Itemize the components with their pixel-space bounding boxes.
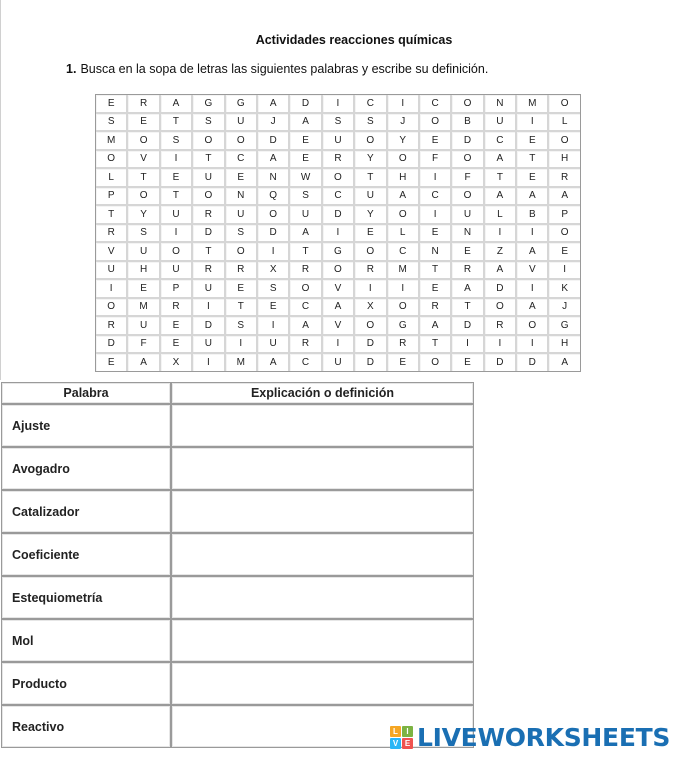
word-search-cell: I bbox=[323, 95, 355, 114]
word-search-cell: A bbox=[290, 225, 322, 244]
word-search-cell: D bbox=[452, 132, 484, 151]
word-search-cell: U bbox=[258, 336, 290, 355]
word-search-cell: R bbox=[355, 262, 387, 281]
logo-square: V bbox=[390, 738, 401, 749]
word-search-cell: I bbox=[161, 225, 193, 244]
word-search-cell: R bbox=[290, 336, 322, 355]
liveworksheets-watermark bbox=[390, 722, 670, 752]
word-search-cell: O bbox=[388, 151, 420, 170]
word-search-cell: D bbox=[193, 225, 225, 244]
word-search-cell: D bbox=[355, 354, 387, 371]
word-search-cell: O bbox=[96, 299, 128, 318]
word-search-cell: U bbox=[193, 169, 225, 188]
word-search-cell: O bbox=[388, 299, 420, 318]
word-search-cell: A bbox=[258, 354, 290, 371]
logo-square: I bbox=[402, 726, 413, 737]
word-search-cell: G bbox=[549, 317, 579, 336]
word-search-cell: U bbox=[226, 114, 258, 133]
word-search-cell: S bbox=[355, 114, 387, 133]
word-search-cell: I bbox=[549, 262, 579, 281]
definition-row bbox=[1, 619, 474, 662]
word-search-cell: O bbox=[193, 132, 225, 151]
definition-word: Avogadro bbox=[1, 447, 171, 490]
word-search-cell: X bbox=[355, 299, 387, 318]
word-search-cell: T bbox=[193, 243, 225, 262]
word-search-cell: U bbox=[452, 206, 484, 225]
definition-row bbox=[1, 533, 474, 576]
word-search-cell: R bbox=[388, 336, 420, 355]
word-search-cell: E bbox=[96, 354, 128, 371]
word-search-cell: A bbox=[388, 188, 420, 207]
word-search-cell: R bbox=[193, 206, 225, 225]
definition-word: Mol bbox=[1, 619, 171, 662]
word-search-cell: A bbox=[323, 299, 355, 318]
word-search-cell: C bbox=[388, 243, 420, 262]
word-search-cell: O bbox=[355, 243, 387, 262]
word-search-cell: D bbox=[485, 280, 517, 299]
word-search-cell: A bbox=[258, 151, 290, 170]
word-search-row bbox=[96, 299, 580, 318]
word-search-cell: T bbox=[290, 243, 322, 262]
word-search-cell: Y bbox=[388, 132, 420, 151]
word-search-grid bbox=[95, 94, 581, 372]
word-search-cell: T bbox=[161, 114, 193, 133]
header-definition: Explicación o definición bbox=[171, 382, 474, 404]
word-search-cell: H bbox=[388, 169, 420, 188]
word-search-cell: O bbox=[420, 354, 452, 371]
word-search-cell: G bbox=[323, 243, 355, 262]
word-search-cell: L bbox=[485, 206, 517, 225]
word-search-cell: F bbox=[452, 169, 484, 188]
word-search-row bbox=[96, 354, 580, 371]
word-search-cell: R bbox=[549, 169, 579, 188]
word-search-cell: O bbox=[323, 169, 355, 188]
word-search-cell: M bbox=[128, 299, 160, 318]
word-search-cell: U bbox=[128, 317, 160, 336]
word-search-row bbox=[96, 280, 580, 299]
word-search-cell: B bbox=[452, 114, 484, 133]
word-search-cell: A bbox=[290, 114, 322, 133]
word-search-cell: Z bbox=[485, 243, 517, 262]
word-search-cell: I bbox=[517, 114, 549, 133]
word-search-cell: I bbox=[323, 225, 355, 244]
word-search-cell: H bbox=[128, 262, 160, 281]
word-search-cell: E bbox=[549, 243, 579, 262]
word-search-cell: E bbox=[517, 169, 549, 188]
word-search-row bbox=[96, 151, 580, 170]
word-search-cell: R bbox=[96, 225, 128, 244]
definition-answer-field[interactable] bbox=[171, 533, 474, 576]
word-search-cell: C bbox=[290, 299, 322, 318]
word-search-cell: O bbox=[193, 188, 225, 207]
word-search-cell: A bbox=[258, 95, 290, 114]
word-search-cell: C bbox=[420, 95, 452, 114]
word-search-cell: C bbox=[226, 151, 258, 170]
word-search-cell: E bbox=[420, 225, 452, 244]
definition-word: Producto bbox=[1, 662, 171, 705]
word-search-cell: V bbox=[323, 317, 355, 336]
word-search-cell: E bbox=[420, 280, 452, 299]
logo-square: L bbox=[390, 726, 401, 737]
definition-answer-field[interactable] bbox=[171, 619, 474, 662]
word-search-cell: U bbox=[96, 262, 128, 281]
word-search-cell: U bbox=[161, 206, 193, 225]
word-search-cell: A bbox=[517, 188, 549, 207]
definition-answer-field[interactable] bbox=[171, 447, 474, 490]
word-search-cell: S bbox=[290, 188, 322, 207]
word-search-cell: O bbox=[485, 299, 517, 318]
word-search-cell: O bbox=[452, 188, 484, 207]
word-search-cell: O bbox=[226, 132, 258, 151]
word-search-cell: I bbox=[388, 280, 420, 299]
word-search-cell: T bbox=[420, 262, 452, 281]
word-search-cell: P bbox=[161, 280, 193, 299]
word-search-cell: U bbox=[193, 336, 225, 355]
word-search-cell: E bbox=[128, 280, 160, 299]
word-search-cell: N bbox=[420, 243, 452, 262]
word-search-cell: D bbox=[517, 354, 549, 371]
word-search-cell: O bbox=[161, 243, 193, 262]
word-search-cell: S bbox=[193, 114, 225, 133]
word-search-cell: C bbox=[290, 354, 322, 371]
word-search-cell: Y bbox=[128, 206, 160, 225]
definition-word: Reactivo bbox=[1, 705, 171, 748]
word-search-cell: T bbox=[226, 299, 258, 318]
word-search-cell: M bbox=[517, 95, 549, 114]
word-search-cell: Y bbox=[355, 151, 387, 170]
word-search-cell: R bbox=[96, 317, 128, 336]
word-search-cell: I bbox=[485, 336, 517, 355]
definition-word: Ajuste bbox=[1, 404, 171, 447]
word-search-cell: S bbox=[323, 114, 355, 133]
word-search-cell: N bbox=[452, 225, 484, 244]
word-search-cell: V bbox=[96, 243, 128, 262]
definition-row bbox=[1, 662, 474, 705]
word-search-cell: E bbox=[161, 336, 193, 355]
left-margin-rule bbox=[0, 0, 1, 380]
word-search-cell: D bbox=[323, 206, 355, 225]
header-word: Palabra bbox=[1, 382, 171, 404]
word-search-cell: I bbox=[193, 299, 225, 318]
instruction-number: 1. bbox=[66, 62, 77, 76]
word-search-cell: T bbox=[96, 206, 128, 225]
word-search-row bbox=[96, 243, 580, 262]
word-search-cell: R bbox=[128, 95, 160, 114]
word-search-cell: I bbox=[323, 336, 355, 355]
word-search-cell: A bbox=[549, 354, 579, 371]
word-search-cell: O bbox=[452, 151, 484, 170]
word-search-cell: L bbox=[549, 114, 579, 133]
word-search-cell: E bbox=[258, 299, 290, 318]
word-search-row bbox=[96, 206, 580, 225]
word-search-cell: S bbox=[258, 280, 290, 299]
word-search-cell: E bbox=[226, 280, 258, 299]
word-search-cell: E bbox=[420, 132, 452, 151]
definition-row bbox=[1, 404, 474, 447]
word-search-cell: O bbox=[258, 206, 290, 225]
word-search-cell: N bbox=[226, 188, 258, 207]
word-search-cell: C bbox=[420, 188, 452, 207]
word-search-cell: O bbox=[388, 206, 420, 225]
word-search-cell: V bbox=[128, 151, 160, 170]
word-search-cell: C bbox=[485, 132, 517, 151]
word-search-cell: O bbox=[96, 151, 128, 170]
word-search-cell: A bbox=[517, 243, 549, 262]
word-search-cell: A bbox=[549, 188, 579, 207]
word-search-cell: T bbox=[128, 169, 160, 188]
definition-answer-field[interactable] bbox=[171, 662, 474, 705]
word-search-cell: I bbox=[485, 225, 517, 244]
word-search-cell: C bbox=[355, 95, 387, 114]
word-search-cell: T bbox=[420, 336, 452, 355]
word-search-cell: E bbox=[452, 243, 484, 262]
word-search-cell: O bbox=[323, 262, 355, 281]
word-search-cell: O bbox=[549, 95, 579, 114]
word-search-cell: T bbox=[485, 169, 517, 188]
word-search-cell: O bbox=[517, 317, 549, 336]
word-search-cell: U bbox=[355, 188, 387, 207]
word-search-cell: U bbox=[290, 206, 322, 225]
definition-word: Catalizador bbox=[1, 490, 171, 533]
word-search-cell: D bbox=[355, 336, 387, 355]
word-search-cell: U bbox=[485, 114, 517, 133]
word-search-cell: I bbox=[388, 95, 420, 114]
word-search-row bbox=[96, 169, 580, 188]
word-search-cell: R bbox=[420, 299, 452, 318]
word-search-cell: S bbox=[226, 225, 258, 244]
word-search-cell: O bbox=[226, 243, 258, 262]
word-search-cell: J bbox=[388, 114, 420, 133]
word-search-row bbox=[96, 95, 580, 114]
word-search-cell: I bbox=[258, 243, 290, 262]
word-search-cell: J bbox=[549, 299, 579, 318]
word-search-cell: U bbox=[128, 243, 160, 262]
word-search-cell: D bbox=[258, 225, 290, 244]
page-title: Actividades reacciones químicas bbox=[255, 33, 453, 47]
word-search-cell: S bbox=[128, 225, 160, 244]
word-search-cell: U bbox=[193, 280, 225, 299]
word-search-cell: N bbox=[258, 169, 290, 188]
word-search-cell: I bbox=[258, 317, 290, 336]
word-search-cell: M bbox=[226, 354, 258, 371]
word-search-cell: O bbox=[128, 188, 160, 207]
word-search-row bbox=[96, 262, 580, 281]
word-search-cell: O bbox=[549, 132, 579, 151]
word-search-cell: I bbox=[193, 354, 225, 371]
word-search-row bbox=[96, 317, 580, 336]
word-search-cell: T bbox=[193, 151, 225, 170]
word-search-cell: I bbox=[517, 336, 549, 355]
word-search-cell: A bbox=[161, 95, 193, 114]
definitions-header-row bbox=[1, 382, 474, 404]
word-search-cell: P bbox=[549, 206, 579, 225]
word-search-cell: I bbox=[420, 206, 452, 225]
word-search-cell: A bbox=[485, 151, 517, 170]
word-search-cell: Y bbox=[355, 206, 387, 225]
instruction-text: Busca en la sopa de letras las siguientes palabras y escribe su definición. bbox=[80, 62, 489, 76]
word-search-cell: E bbox=[517, 132, 549, 151]
word-search-row bbox=[96, 188, 580, 207]
word-search-cell: W bbox=[290, 169, 322, 188]
word-search-cell: K bbox=[549, 280, 579, 299]
word-search-cell: G bbox=[226, 95, 258, 114]
word-search-cell: N bbox=[485, 95, 517, 114]
word-search-cell: T bbox=[452, 299, 484, 318]
definition-word: Estequiometría bbox=[1, 576, 171, 619]
word-search-cell: R bbox=[161, 299, 193, 318]
word-search-cell: F bbox=[420, 151, 452, 170]
word-search-cell: R bbox=[323, 151, 355, 170]
word-search-cell: E bbox=[161, 317, 193, 336]
word-search-cell: T bbox=[517, 151, 549, 170]
liveworksheets-logo-icon bbox=[390, 726, 413, 749]
definition-answer-field[interactable] bbox=[171, 576, 474, 619]
word-search-cell: X bbox=[161, 354, 193, 371]
word-search-cell: A bbox=[485, 262, 517, 281]
word-search-cell: S bbox=[96, 114, 128, 133]
word-search-cell: L bbox=[388, 225, 420, 244]
word-search-row bbox=[96, 336, 580, 355]
word-search-cell: S bbox=[226, 317, 258, 336]
word-search-cell: A bbox=[452, 280, 484, 299]
word-search-cell: I bbox=[420, 169, 452, 188]
word-search-cell: I bbox=[226, 336, 258, 355]
word-search-cell: H bbox=[549, 336, 579, 355]
word-search-cell: G bbox=[193, 95, 225, 114]
word-search-cell: E bbox=[290, 151, 322, 170]
word-search-cell: E bbox=[290, 132, 322, 151]
word-search-cell: T bbox=[161, 188, 193, 207]
definition-answer-field[interactable] bbox=[171, 490, 474, 533]
word-search-cell: E bbox=[452, 354, 484, 371]
word-search-cell: O bbox=[355, 317, 387, 336]
word-search-cell: O bbox=[355, 132, 387, 151]
word-search-cell: P bbox=[96, 188, 128, 207]
word-search-cell: O bbox=[549, 225, 579, 244]
word-search-row bbox=[96, 132, 580, 151]
word-search-cell: D bbox=[96, 336, 128, 355]
word-search-cell: E bbox=[128, 114, 160, 133]
word-search-cell: A bbox=[420, 317, 452, 336]
word-search-cell: H bbox=[549, 151, 579, 170]
word-search-cell: M bbox=[388, 262, 420, 281]
word-search-cell: D bbox=[485, 354, 517, 371]
word-search-cell: E bbox=[388, 354, 420, 371]
definitions-table bbox=[1, 382, 474, 748]
word-search-cell: F bbox=[128, 336, 160, 355]
word-search-cell: E bbox=[161, 169, 193, 188]
word-search-cell: G bbox=[388, 317, 420, 336]
word-search-cell: Q bbox=[258, 188, 290, 207]
word-search-cell: I bbox=[517, 280, 549, 299]
instruction bbox=[66, 62, 488, 76]
word-search-cell: A bbox=[485, 188, 517, 207]
word-search-cell: U bbox=[161, 262, 193, 281]
word-search-cell: O bbox=[128, 132, 160, 151]
word-search-cell: V bbox=[517, 262, 549, 281]
word-search-cell: D bbox=[193, 317, 225, 336]
watermark-text: LIVEWORKSHEETS bbox=[417, 722, 671, 752]
word-search-cell: R bbox=[452, 262, 484, 281]
logo-square: E bbox=[402, 738, 413, 749]
word-search-cell: R bbox=[226, 262, 258, 281]
word-search-cell: A bbox=[517, 299, 549, 318]
word-search-cell: V bbox=[323, 280, 355, 299]
word-search-cell: R bbox=[193, 262, 225, 281]
definition-answer-field[interactable] bbox=[171, 404, 474, 447]
word-search-cell: D bbox=[258, 132, 290, 151]
word-search-cell: L bbox=[96, 169, 128, 188]
word-search-cell: E bbox=[226, 169, 258, 188]
word-search-cell: I bbox=[452, 336, 484, 355]
word-search-cell: I bbox=[161, 151, 193, 170]
word-search-cell: R bbox=[485, 317, 517, 336]
word-search-cell: O bbox=[420, 114, 452, 133]
word-search-cell: U bbox=[323, 132, 355, 151]
word-search-row bbox=[96, 114, 580, 133]
definition-row bbox=[1, 490, 474, 533]
word-search-cell: A bbox=[290, 317, 322, 336]
word-search-cell: I bbox=[355, 280, 387, 299]
word-search-cell: S bbox=[161, 132, 193, 151]
word-search-cell: I bbox=[517, 225, 549, 244]
word-search-cell: R bbox=[290, 262, 322, 281]
word-search-cell: U bbox=[226, 206, 258, 225]
definition-row bbox=[1, 447, 474, 490]
word-search-cell: E bbox=[96, 95, 128, 114]
word-search-cell: M bbox=[96, 132, 128, 151]
word-search-row bbox=[96, 225, 580, 244]
word-search-cell: A bbox=[128, 354, 160, 371]
word-search-cell: B bbox=[517, 206, 549, 225]
word-search-cell: O bbox=[290, 280, 322, 299]
word-search-cell: C bbox=[323, 188, 355, 207]
word-search-cell: I bbox=[96, 280, 128, 299]
word-search-cell: U bbox=[323, 354, 355, 371]
word-search-cell: D bbox=[290, 95, 322, 114]
word-search-cell: O bbox=[452, 95, 484, 114]
word-search-cell: T bbox=[355, 169, 387, 188]
word-search-cell: E bbox=[355, 225, 387, 244]
word-search-cell: D bbox=[452, 317, 484, 336]
word-search-cell: J bbox=[258, 114, 290, 133]
definition-word: Coeficiente bbox=[1, 533, 171, 576]
word-search-cell: X bbox=[258, 262, 290, 281]
definition-row bbox=[1, 576, 474, 619]
